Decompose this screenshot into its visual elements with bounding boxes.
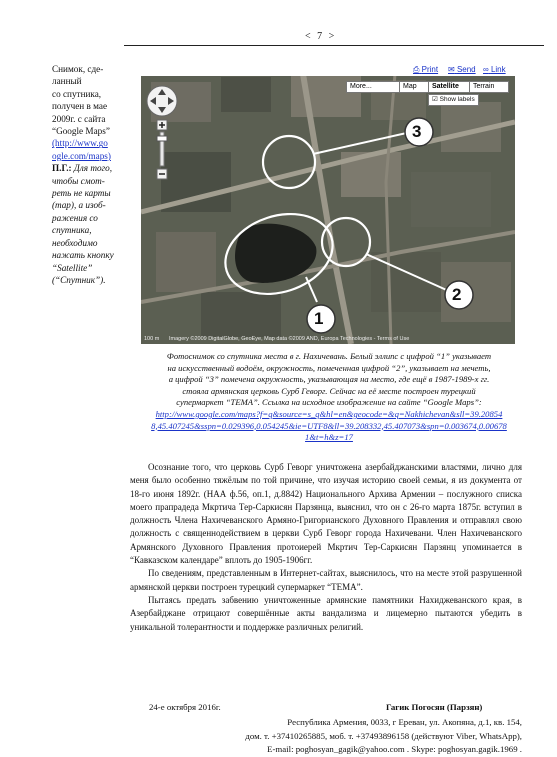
note-text: реть не карты	[52, 188, 111, 199]
side-caption-line: со спутника,	[52, 88, 102, 99]
signature-date: 24-е октября 2016г.	[149, 702, 221, 712]
page-number: < 7 >	[305, 31, 337, 42]
note-text: ражения со	[52, 212, 98, 223]
map-copyright: Imagery ©2009 DigitalGlobe, GeoEye, Map data ©2009 AND, Europa Technologies - Terms of Use	[169, 336, 410, 342]
photo-caption	[130, 351, 528, 444]
satellite-map[interactable]	[141, 62, 515, 344]
note-text: спутника,	[52, 225, 92, 236]
show-labels-checkbox[interactable]	[428, 94, 479, 106]
author-name: Гагик Погосян (Парзян)	[386, 702, 483, 712]
map-navigation-control[interactable]	[145, 84, 179, 189]
send-link[interactable]: ✉ Send	[448, 65, 476, 74]
note-author: П.Г.:	[52, 163, 72, 174]
print-link[interactable]: ⎙ Print	[413, 65, 439, 74]
show-labels-text: Show labels	[439, 96, 475, 103]
header-rule	[124, 45, 544, 46]
satellite-view-button[interactable]: Satellite	[428, 81, 471, 93]
note-text: нажать кнопку	[52, 250, 114, 261]
checkbox-checked-icon: ☑	[432, 96, 438, 103]
terrain-view-button[interactable]: Terrain	[469, 81, 509, 93]
scale-bar: 100 m	[144, 336, 160, 342]
note-text: (map), а изоб-	[52, 200, 106, 211]
paragraph: Пытаясь предать забвению уничтоженные армянские памятники Нахиджеванского края, в Азербайджане отрицают совершённые акты вандализма и лицемерно пытаются убедить в уникальной толерантности и поддержке различных религий.	[130, 594, 522, 632]
source-url-link-end[interactable]: 1&t=h&z=17	[305, 432, 353, 443]
caption-line: стояла армянская церковь Сурб Геворг. Сейчас на её месте построен турецкий	[182, 385, 476, 396]
print-icon: ⎙	[413, 65, 420, 74]
side-caption	[52, 63, 122, 286]
paragraph: По сведениям, представленным в Интернет-сайтах, выяснилось, что на месте этой разрушенной армянской церкви построен турецкий супермаркет “TEMA”.	[130, 568, 522, 592]
mail-icon: ✉	[448, 65, 455, 74]
note-text: чтобы смот-	[52, 175, 105, 186]
marker-3-label: 3	[412, 122, 422, 141]
marker-2-label: 2	[452, 285, 462, 304]
caption-line: Фотоснимок со спутника места в г. Нахичевань. Белый эллипс с цифрой “1” указывает	[166, 351, 492, 361]
side-caption-line: “Google Maps”	[52, 126, 110, 137]
caption-line: супермаркет “TEMA”. Ссылка на исходное изображение на сайте “Google Maps”:	[176, 397, 482, 408]
side-caption-line: Снимок, сде-	[52, 64, 104, 74]
map-footer	[141, 335, 515, 344]
note-text: Для того,	[71, 163, 113, 174]
google-maps-link[interactable]: (http://www.go	[52, 138, 108, 149]
contact-address: Республика Армения, 0033, г Ереван, ул. Акопяна, д.1, кв. 154,	[287, 717, 522, 727]
chain-link-icon: ∞	[483, 65, 489, 74]
map-toolbar	[141, 62, 515, 76]
link-link[interactable]: ∞ Link	[483, 65, 506, 74]
contact-phones: дом. т. +37410265885, моб. т. +37493896158 (действуют Viber, WhatsApp),	[245, 730, 522, 741]
contact-block	[200, 716, 522, 757]
map-view-button[interactable]: Map	[399, 81, 429, 93]
side-caption-line: получен в мае	[52, 101, 108, 112]
side-caption-line: 2009г. с сайта	[52, 113, 106, 124]
google-maps-link-cont[interactable]: ogle.com/maps)	[52, 150, 111, 161]
paragraph: Осознание того, что церковь Сурб Геворг уничтожена азербайджанскими властями, лично для меня было особенно тяжёлым по той причине, что изучая историю своей семьи, я из документа от 18-го июня 1892г. (НАА ф.56, оп.1, д.8842) Национального Архива Армении – послужного списка моего прапрадеда Мкртича Тер-Саркисян Парзянца, выяснил, что он с 26-го марта 1875г. вступил в должность Члена Нахичеванского Армяно-Григорианского Духовного Правления и отправлял свою должность с священнодействием в церкви Сурб Геворг города Нахичевани. Член Нахичеванского Армянского Духовного Правления протоиерей Мкртич Тер-Саркисян Парзянц упоминается в “Кавказском календаре” вплоть до 1905-1906гг.	[130, 462, 522, 566]
note-text: (“Спутник”).	[52, 274, 106, 285]
more-button[interactable]: More...	[346, 81, 402, 93]
source-url-link-cont[interactable]: 8,45.407245&sspn=0.029396,0.054245&ie=UTF8&ll=39.208332,45.407073&spn=0.003674,0.00678	[151, 420, 507, 431]
main-text	[130, 461, 522, 634]
contact-email: E-mail: poghosyan_gagik@yahoo.com . Skype: poghosyan.gagik.1969 .	[267, 744, 522, 754]
note-text: необходимо	[52, 237, 98, 248]
caption-line: на искусственный водоём, окружность, помеченная цифрой “2”, указывает на мечеть,	[167, 362, 491, 373]
side-caption-line: ланный	[52, 76, 82, 87]
note-text: “Satellite”	[52, 262, 93, 273]
marker-1-label: 1	[314, 309, 324, 328]
zoom-slider-handle	[157, 136, 167, 141]
source-url-link[interactable]: http://www.google.com/maps?f=q&source=s_q&hl=en&geocode=&q=Nakhichevan&sll=39.20854	[155, 408, 503, 419]
caption-line: а цифрой “3” помечена окружность, указывающая на место, где ещё в 1987-1989-х гг.	[168, 374, 490, 385]
